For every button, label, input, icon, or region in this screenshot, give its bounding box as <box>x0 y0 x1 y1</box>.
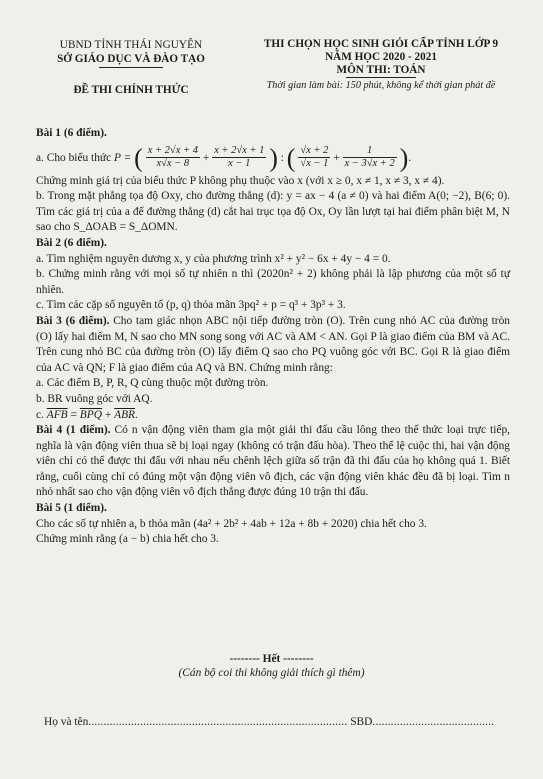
plus-2: + <box>333 151 340 164</box>
school-year: NĂM HỌC 2020 - 2021 <box>325 51 437 63</box>
bai4-text: Có n vận động viên tham gia một giải thi đấu cầu lông theo thể thức loại trực tiếp, nghĩa là vận động viên thua sẽ bị loại ngay (không có trận đấu hòa). Theo thể lệ cuộc thi, hai vận động viên chỉ có thể được thi đấu với nhau nếu chênh lệch giữa số trận đã thi đấu của họ không quá 1. Biết rằng, cuối cùng chỉ có đúng một vận động viên vô địch, các vận động viên khác đều đã bị loại. Tìm n nhỏ nhất sao cho vận động viên vô địch thắng được đúng 10 trận thi đấu. <box>36 424 510 499</box>
dept-name: SỞ GIÁO DỤC VÀ ĐÀO TẠO <box>57 53 205 65</box>
paren-close-2: ) <box>399 142 409 172</box>
f2-denominator: x − 1 <box>228 158 251 170</box>
bai1-b-text: b. Trong mặt phẳng tọa độ Oxy, cho đường thẳng (d): y = ax − 4 (a ≠ 0) và hai điểm A(0; −2), B(6; 0). Tìm các giá trị của a để đường thẳng (d) cắt hai trục tọa độ Ox, Oy lần lượt tại hai điểm phân biệt M, N sao cho S_ΔOAB = S_ΔOMN. <box>36 190 510 234</box>
subject: MÔN THI: TOÁN <box>336 64 426 76</box>
bai2-b-text: b. Chứng minh rằng với mọi số tự nhiên n thì (2020n² + 2) không phải là lập phương của một số tự nhiên. <box>36 268 510 296</box>
het-line: -------- Hết -------- <box>229 653 314 665</box>
p-eq: P = <box>114 151 132 164</box>
fraction-3 <box>298 145 330 170</box>
paren-open-2: ( <box>286 142 296 172</box>
org-name: UBND TỈNH THÁI NGUYÊN <box>59 39 203 51</box>
bai3-c-prefix: c. <box>36 408 44 421</box>
bai3-c-eq: = <box>70 408 77 421</box>
plus-1: + <box>202 151 210 164</box>
bai1-expression <box>36 142 510 174</box>
bai3-b-text: b. BR vuông góc với AQ. <box>36 392 153 405</box>
bai3-c-line <box>36 408 510 424</box>
expr-period: . <box>408 151 412 164</box>
arc-abr: $\overline{ABR}$ <box>114 408 135 421</box>
f4-denominator: x − 3√x + 2 <box>344 158 395 170</box>
name-label: Họ và tên <box>44 716 89 728</box>
arc-bpq: $\overline{BPQ}$ <box>79 408 102 421</box>
candidate-info <box>44 716 494 728</box>
f3-numerator: √x + 2 <box>300 145 329 157</box>
f4-numerator: 1 <box>343 145 397 158</box>
fraction-2 <box>212 145 266 170</box>
paren-close-1: ) <box>269 142 278 172</box>
bai5-label: Bài 5 (1 điểm). <box>36 502 107 515</box>
sbd-dots: ........................................ <box>372 716 495 728</box>
bai3-c-plus: + <box>104 408 112 421</box>
fraction-1 <box>146 145 200 170</box>
bai3-intro: Cho tam giác nhọn ABC nội tiếp đường tròn (O). Trên cung nhỏ AC của đường tròn (O) lấy hai điểm M, N sao cho MN song song với AC và AM < AN. Gọi P là giao điểm của BM và AC. Trên cung nhỏ BC của đường tròn (O) lấy điểm Q sao cho PQ vuông góc với BC. Gọi R là giao điểm của AC và QN; F là giao điểm của AQ và BN. Chứng minh rằng: <box>36 314 510 374</box>
bai4-paragraph <box>36 423 510 501</box>
bai4-label: Bài 4 (1 điểm). <box>36 424 111 437</box>
f2-numerator: x + 2√x + 1 <box>214 145 265 157</box>
fraction-4 <box>343 145 397 170</box>
sbd-label: SBD <box>350 716 373 728</box>
bai1-a-prefix: a. Cho biểu thức <box>36 151 112 164</box>
header-right-rule <box>346 77 416 78</box>
f3-denominator: √x − 1 <box>300 158 329 170</box>
bai2-label: Bài 2 (6 điểm). <box>36 236 107 249</box>
bai3-c-end: . <box>134 408 138 421</box>
bai3-paragraph <box>36 314 510 376</box>
bai5-text1: Cho các số tự nhiên a, b thỏa mãn (4a² + 2b² + 4ab + 12a + 8b + 2020) chia hết cho 3. <box>36 517 427 530</box>
name-dots: ..................................................................................... <box>88 716 348 728</box>
f1-denominator: x√x − 8 <box>156 158 190 170</box>
bai3-a-text: a. Các điểm B, P, R, Q cùng thuộc một đường tròn. <box>36 377 269 390</box>
bai3-label: Bài 3 (6 điểm). <box>36 314 110 327</box>
header-left-rule <box>99 67 163 68</box>
arc-afb: $\overline{AFB}$ <box>46 408 68 421</box>
bai5-text2: Chứng minh rằng (a − b) chia hết cho 3. <box>36 533 219 546</box>
official-label: ĐỀ THI CHÍNH THỨC <box>73 84 189 96</box>
bai1-label: Bài 1 (6 điểm). <box>36 127 107 139</box>
paren-open-1: ( <box>134 142 143 172</box>
exam-title: THI CHỌN HỌC SINH GIỎI CẤP TỈNH LỚP 9 <box>263 38 499 50</box>
bai2-c-text: c. Tìm các cặp số nguyên tố (p, q) thỏa mãn 3pq² + p = q³ + 3p³ + 3. <box>36 299 346 312</box>
header-left <box>36 38 226 97</box>
exam-content <box>36 126 510 548</box>
proctor-note: (Cán bộ coi thi không giải thích gì thêm) <box>178 667 365 679</box>
f1-numerator: x + 2√x + 4 <box>147 145 198 157</box>
end-block <box>0 653 543 679</box>
bai2-a-text: a. Tìm nghiệm nguyên dương x, y của phương trình x² + y² − 6x + 4y − 4 = 0. <box>36 252 391 265</box>
header-right <box>236 38 526 92</box>
colon: : <box>280 151 284 164</box>
time-limit: Thời gian làm bài: 150 phút, không kể thời gian phát đề <box>266 80 496 91</box>
bai1-a-text: Chứng minh giá trị của biểu thức P không phụ thuộc vào x (với x ≥ 0, x ≠ 1, x ≠ 3, x ≠ 4). <box>36 174 445 187</box>
